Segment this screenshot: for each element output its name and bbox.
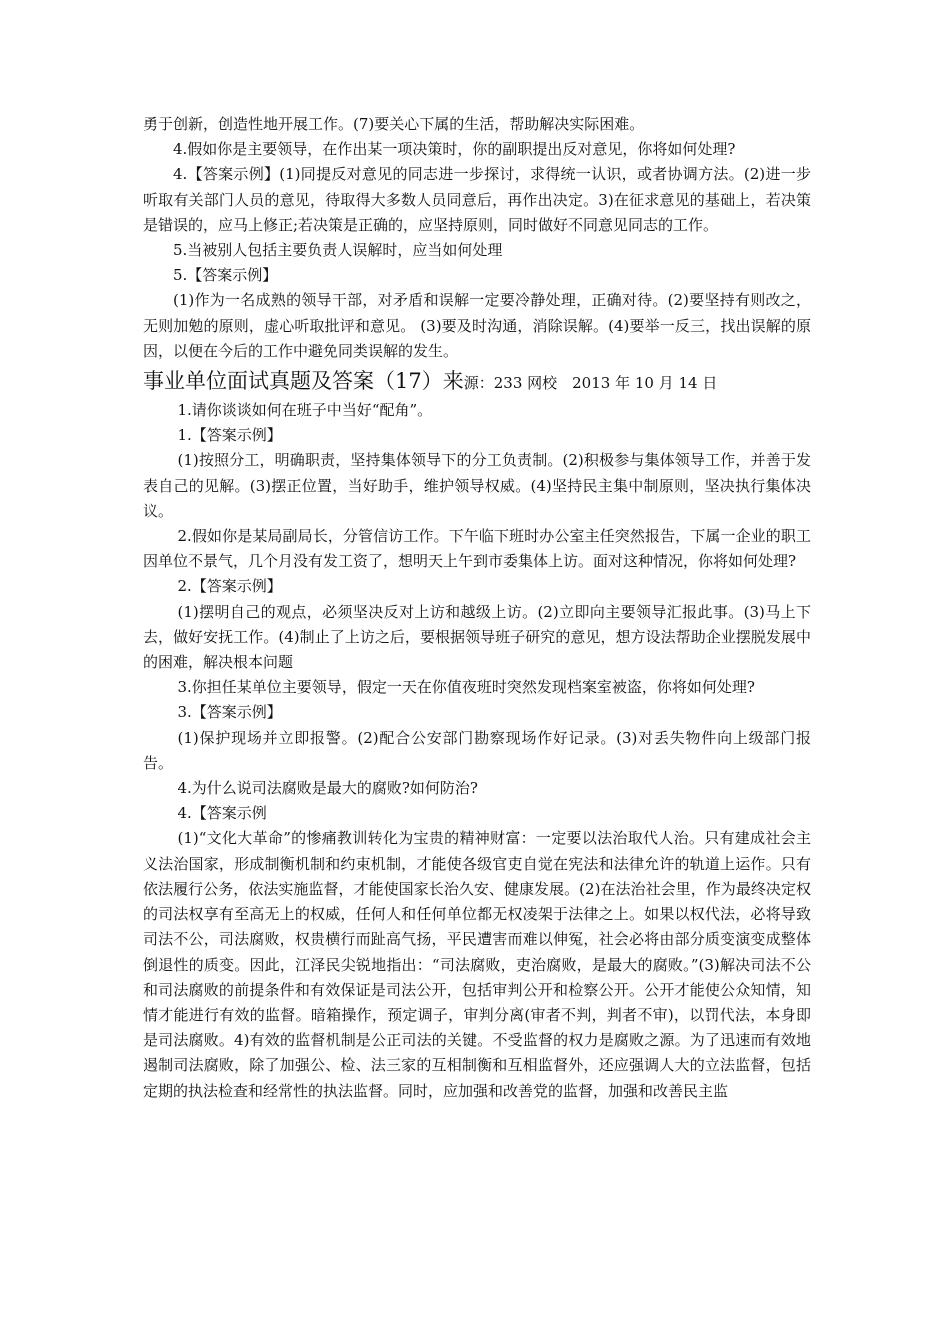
- section-title-source: 源：233 网校 2013 年 10 月 14 日: [463, 374, 718, 393]
- answer-paragraph: (1)作为一名成熟的领导干部，对矛盾和误解一定要冷静处理，正确对待。(2)要坚持有则改之，无则加勉的原则，虚心听取批评和意见。 (3)要及时沟通，消除误解。(4)要举一反三，找出误解的原因，以便在今后的工作中避免同类误解的发生。: [143, 291, 811, 360]
- answer-paragraph: (1)保护现场并立即报警。(2)配合公安部门勘察现场作好记录。(3)对丢失物件向上级部门报告。: [143, 728, 811, 772]
- question-paragraph: 4.为什么说司法腐败是最大的腐败?如何防治?: [177, 779, 478, 798]
- answer-paragraph: (1)按照分工，明确职责，坚持集体领导下的分工负责制。(2)积极参与集体领导工作，并善于发表自己的见解。(3)摆正位置，当好助手，维护领导权威。(4)坚持民主集中制原则，坚决执行集体决议。: [143, 451, 811, 520]
- answer-paragraph: (1)摆明自己的观点，必须坚决反对上访和越级上访。(2)立即向主要领导汇报此事。(3)马上下去，做好安抚工作。(4)制止了上访之后，要根据领导班子研究的意见，想方设法帮助企业摆脱发展中的困难，解决根本问题: [143, 602, 811, 672]
- document-page: [143, 112, 811, 1104]
- question-paragraph: 3.你担任某单位主要领导，假定一天在你值夜班时突然发现档案室被盗，你将如何处理?: [177, 678, 755, 697]
- answer-paragraph: (1)“文化大革命”的惨痛教训转化为宝贵的精神财富：一定要以法治取代人治。只有建成社会主义法治国家，形成制衡机制和约束机制，才能使各级官吏自觉在宪法和法律允许的轨道上运作。只有依法履行公务，依法实施监督，才能使国家长治久安、健康发展。(2)在法治社会里，作为最终决定权的司法权享有至高无上的权威，任何人和任何单位都无权凌架于法律之上。如果以权代法，必将导致司法不公，司法腐败，权贵横行而趾高气扬，平民遭害而难以伸冤，社会必将由部分质变演变成整体倒退性的质变。因此，江泽民尖锐地指出：“司法腐败，吏治腐败，是最大的腐败。”(3)解决司法不公和司法腐败的前提条件和有效保证是司法公开，包括审判公开和检察公开。公开才能使公众知情，知情才能进行有效的监督。暗箱操作，预定调子，审判分离(审者不判，判者不审)，以罚代法，本身即是司法腐败。4)有效的监督机制是公正司法的关键。不受监督的权力是腐败之源。为了迅速而有效地遏制司法腐败，除了加强公、检、法三家的互相制衡和互相监督外，还应强调人大的立法监督，包括定期的执法检查和经常性的执法监督。同时，应加强和改善党的监督，加强和改善民主监: [143, 829, 811, 1100]
- answer-paragraph: 4.【答案示例】(1)同提反对意见的同志进一步探讨，求得统一认识，或者协调方法。(2)进一步听取有关部门人员的意见，待取得大多数人员同意后，再作出决定。3)在征求意见的基础上，若决策是错误的，应马上修正;若决策是正确的，应坚持原则，同时做好不同意见同志的工作。: [143, 165, 811, 234]
- answer-label: 5.【答案示例】: [173, 266, 278, 285]
- question-paragraph: 1.请你谈谈如何在班子中当好“配角”。: [177, 401, 433, 420]
- question-paragraph: 5.当被别人包括主要负责人误解时，应当如何处理: [173, 241, 503, 260]
- answer-label: 2.【答案示例】: [177, 577, 282, 596]
- paragraph: 勇于创新，创造性地开展工作。(7)要关心下属的生活，帮助解决实际困难。: [143, 115, 645, 133]
- answer-label: 4.【答案示例: [177, 804, 267, 823]
- question-paragraph: 4.假如你是主要领导，在作出某一项决策时，你的副职提出反对意见，你将如何处理?: [173, 140, 736, 159]
- answer-label: 3.【答案示例】: [177, 703, 282, 722]
- answer-label: 1.【答案示例】: [177, 426, 282, 445]
- question-paragraph: 2.假如你是某局副局长，分管信访工作。下午临下班时办公室主任突然报告，下属一企业的职工因单位不景气，几个月没有发工资了，想明天上午到市委集体上访。面对这种情况，你将如何处理?: [143, 527, 811, 571]
- section-title-main: 事业单位面试真题及答案（17）来: [143, 369, 464, 394]
- section-title: [143, 364, 811, 398]
